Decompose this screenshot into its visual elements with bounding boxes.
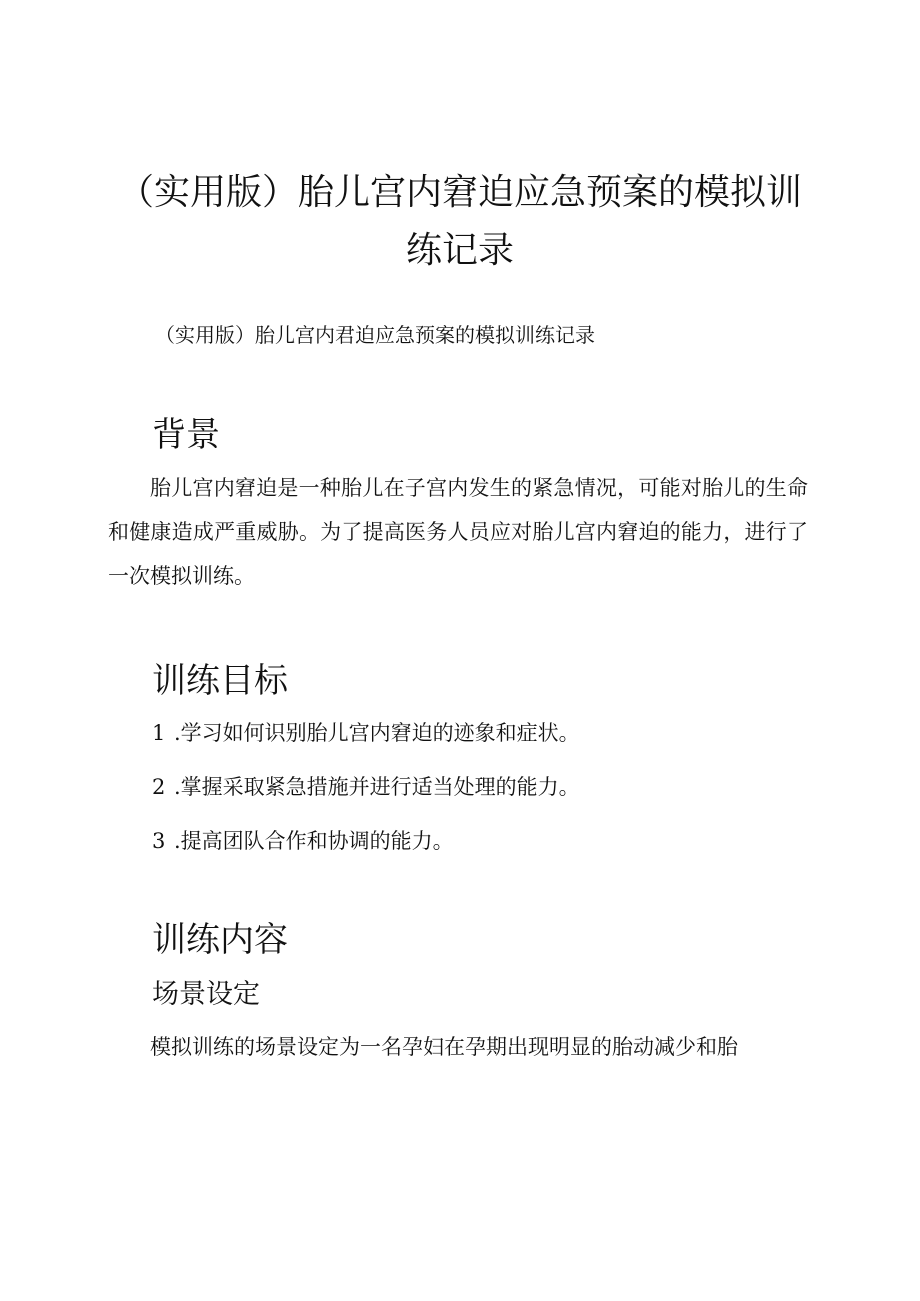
goal-item-text: .掌握采取紧急措施并进行适当处理的能力。 [174, 775, 580, 799]
document-title: （实用版）胎儿宫内窘迫应急预案的模拟训练记录 [117, 172, 802, 271]
goal-item-1 [152, 717, 580, 749]
scene-heading: 场景设定 [152, 979, 260, 1010]
goal-item-number: 2 [152, 775, 166, 799]
goal-item-text: .学习如何识别胎儿宫内窘迫的迹象和症状。 [174, 721, 580, 745]
document-subtitle: （实用版）胎儿宫内君迫应急预案的模拟训练记录 [155, 323, 595, 347]
goals-heading: 训练目标 [152, 661, 288, 701]
goal-item-number: 3 [152, 829, 166, 853]
goal-item-2 [152, 771, 580, 803]
content-heading: 训练内容 [152, 920, 288, 960]
background-heading: 背景 [152, 415, 220, 455]
goal-item-3 [152, 825, 454, 857]
goal-item-text: .提高团队合作和协调的能力。 [174, 829, 454, 853]
scene-paragraph: 模拟训练的场景设定为一名孕妇在孕期出现明显的胎动减少和胎 [150, 1035, 738, 1059]
background-paragraph: 胎儿宫内窘迫是一种胎儿在子宫内发生的紧急情况，可能对胎儿的生命和健康造成严重威胁。为了提高医务人员应对胎儿宫内窘迫的能力，进行了一次模拟训练。 [108, 476, 808, 588]
goal-item-number: 1 [152, 721, 166, 745]
